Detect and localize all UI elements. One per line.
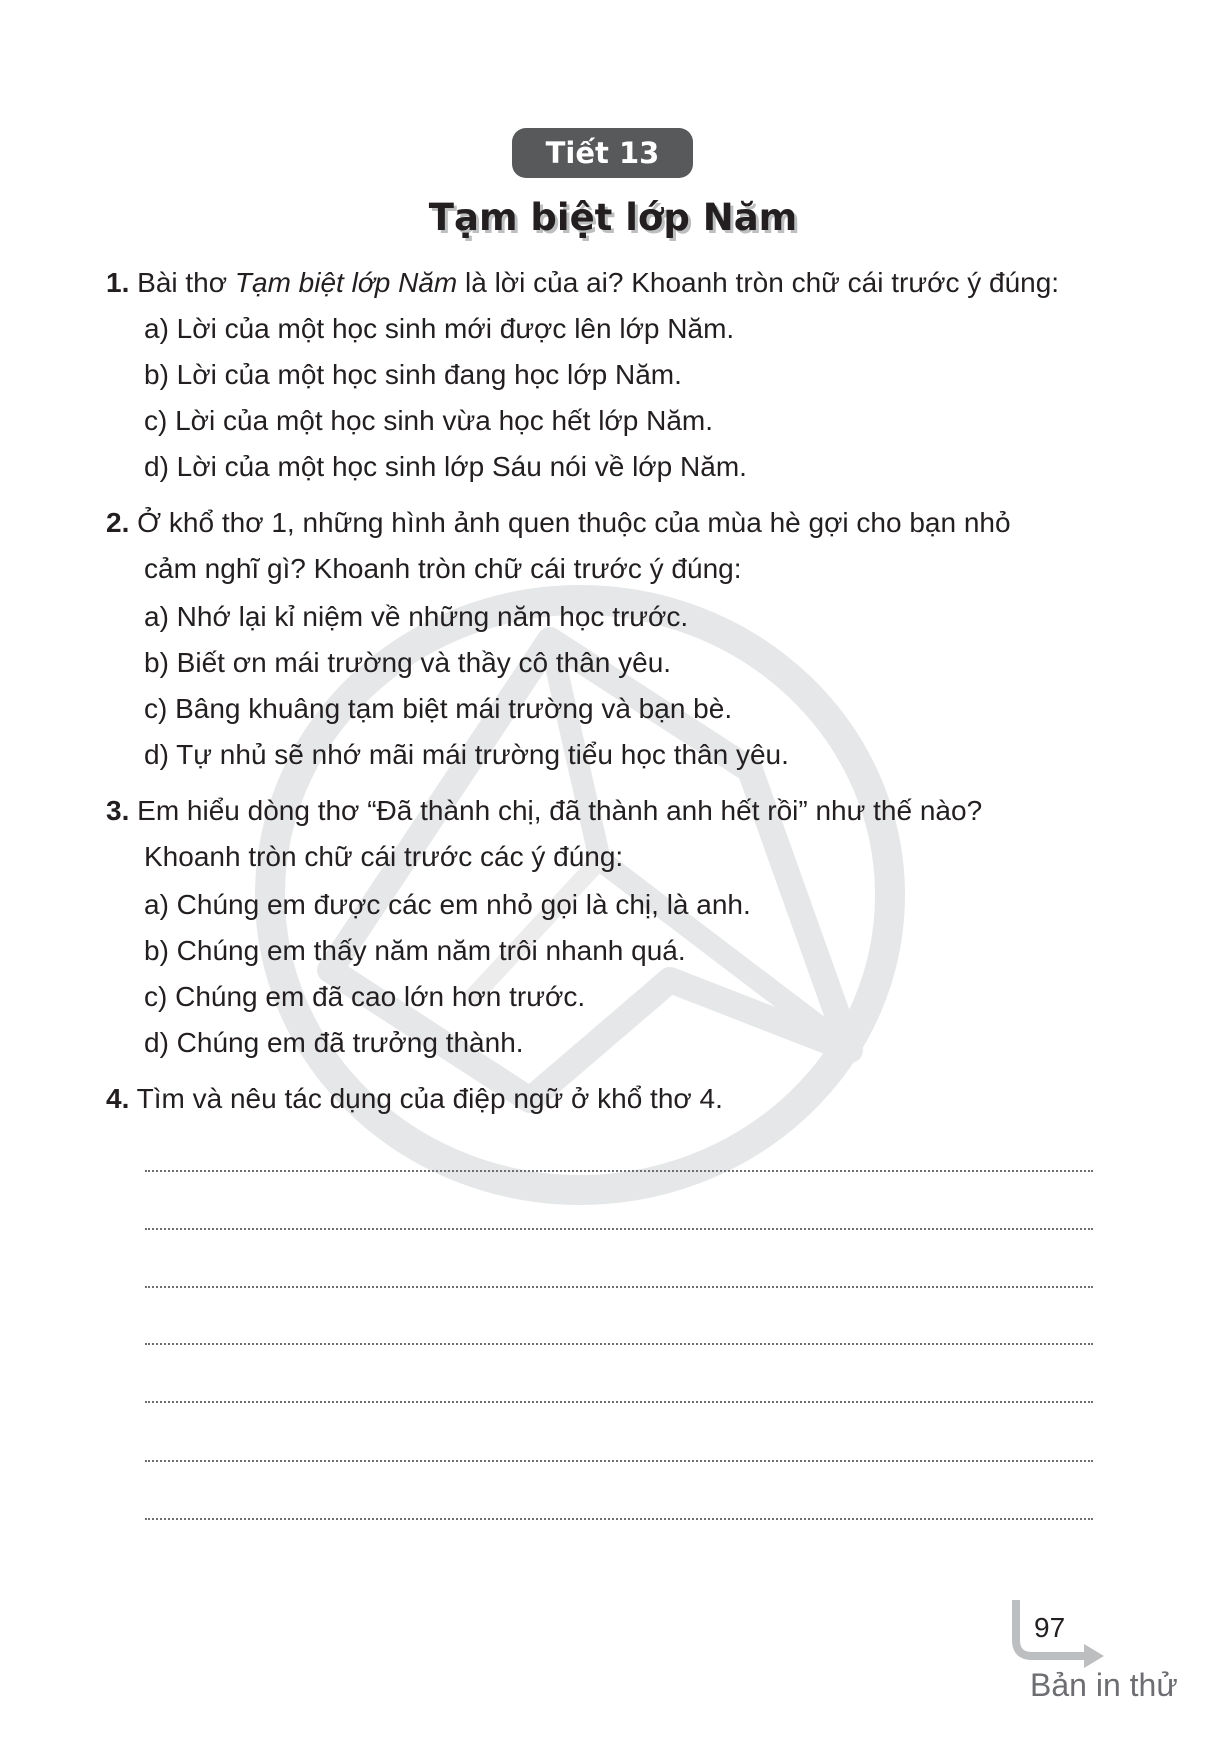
question-number: 1. xyxy=(106,267,130,298)
question-text: là lời của ai? Khoanh tròn chữ cái trước ý đúng: xyxy=(457,267,1060,298)
question-number: 4. xyxy=(106,1083,130,1114)
answer-option[interactable]: b) Chúng em thấy năm năm trôi nhanh quá. xyxy=(144,935,686,966)
question-number: 2. xyxy=(106,507,130,538)
answer-option[interactable]: d) Tự nhủ sẽ nhớ mãi mái trường tiểu học thân yêu. xyxy=(144,739,789,770)
lesson-title: Tạm biệt lớp Năm xyxy=(428,196,798,239)
answer-writing-line[interactable] xyxy=(145,1170,1093,1172)
proof-print-label: Bản in thử xyxy=(1030,1667,1178,1703)
answer-writing-line[interactable] xyxy=(145,1343,1093,1345)
question-text: Bài thơ xyxy=(137,267,235,298)
question-1 xyxy=(106,260,1059,306)
question-text-continued: cảm nghĩ gì? Khoanh tròn chữ cái trước ý đúng: xyxy=(144,553,742,584)
question-2 xyxy=(106,500,1011,546)
answer-option[interactable]: d) Lời của một học sinh lớp Sáu nói về lớp Năm. xyxy=(144,451,747,482)
answer-writing-line[interactable] xyxy=(145,1401,1093,1403)
answer-option[interactable]: d) Chúng em đã trưởng thành. xyxy=(144,1027,524,1058)
answer-writing-line[interactable] xyxy=(145,1518,1093,1520)
poem-title: Tạm biệt lớp Năm xyxy=(234,267,458,298)
question-text: Tìm và nêu tác dụng của điệp ngữ ở khổ thơ 4. xyxy=(136,1083,723,1114)
answer-option[interactable]: c) Bâng khuâng tạm biệt mái trường và bạn bè. xyxy=(144,693,733,724)
answer-writing-line[interactable] xyxy=(145,1286,1093,1288)
question-number: 3. xyxy=(106,795,130,826)
answer-option[interactable]: a) Nhớ lại kỉ niệm về những năm học trước. xyxy=(144,601,689,632)
answer-writing-line[interactable] xyxy=(145,1228,1093,1230)
question-4 xyxy=(106,1076,723,1122)
answer-option[interactable]: b) Lời của một học sinh đang học lớp Năm. xyxy=(144,359,682,390)
question-text: Ở khổ thơ 1, những hình ảnh quen thuộc của mùa hè gợi cho bạn nhỏ xyxy=(137,507,1011,538)
question-text: Em hiểu dòng thơ “Đã thành chị, đã thành anh hết rồi” như thế nào? xyxy=(137,795,983,826)
page-number: 97 xyxy=(1034,1612,1066,1643)
answer-option[interactable]: a) Chúng em được các em nhỏ gọi là chị, là anh. xyxy=(144,889,751,920)
answer-writing-line[interactable] xyxy=(145,1460,1093,1462)
answer-option[interactable]: c) Lời của một học sinh vừa học hết lớp Năm. xyxy=(144,405,714,436)
question-text-continued: Khoanh tròn chữ cái trước các ý đúng: xyxy=(144,841,624,872)
answer-option[interactable]: c) Chúng em đã cao lớn hơn trước. xyxy=(144,981,586,1012)
question-3 xyxy=(106,788,982,834)
lesson-badge: Tiết 13 xyxy=(512,128,693,178)
answer-option[interactable]: a) Lời của một học sinh mới được lên lớp Năm. xyxy=(144,313,735,344)
answer-option[interactable]: b) Biết ơn mái trường và thầy cô thân yêu. xyxy=(144,647,672,678)
